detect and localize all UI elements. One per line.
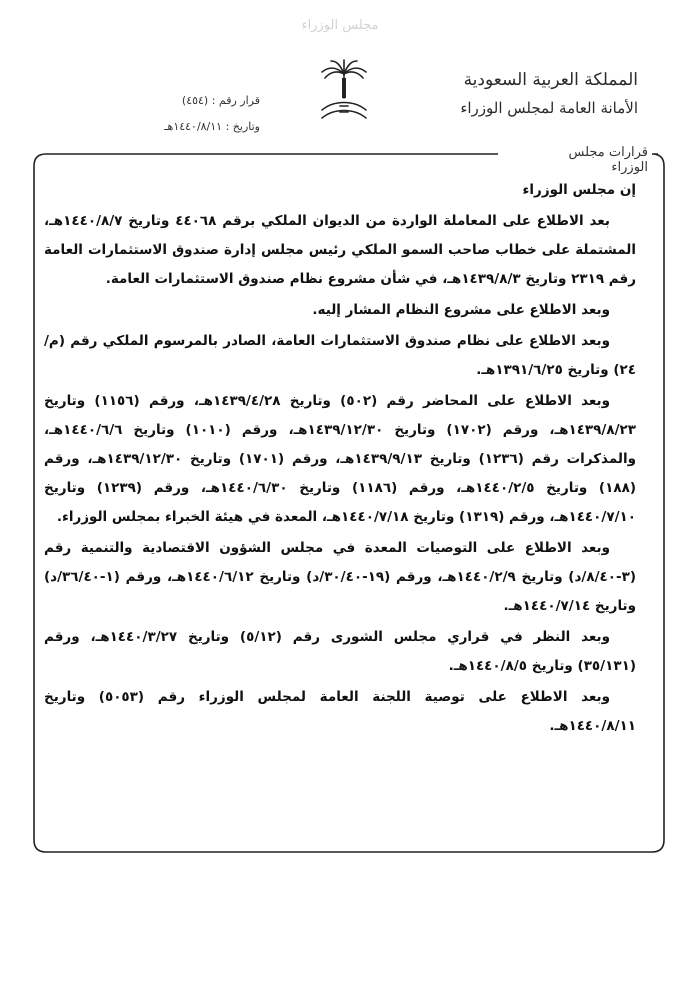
general-secretariat-title: الأمانة العامة لمجلس الوزراء <box>460 99 638 117</box>
decision-number: قرار رقم : (٤٥٤) <box>181 94 260 107</box>
paragraph: وبعد الاطلاع على التوصيات المعدة في مجلس الشؤون الاقتصادية والتنمية رقم (٣-٨/٤٠/د) وتاريخ ١٤٤٠/٢/٩هـ، ورقم (١٩-٣٠/٤٠/د) وتاريخ ١٤٤٠/٦/١٢هـ، ورقم (١-٣٦/٤٠/د) وتاريخ ١٤٤٠/٧/١٤هـ. <box>44 540 637 614</box>
top-watermark: مجلس الوزراء <box>301 18 379 33</box>
paragraph: بعد الاطلاع على المعاملة الواردة من الديوان الملكي برقم ٤٤٠٦٨ وتاريخ ١٤٤٠/٨/٧هـ، المشتملة على خطاب صاحب السمو الملكي رئيس مجلس إدارة صندوق الاستثمارات العامة رقم ٢٣١٩ وتاريخ ١٤٣٩/٨/٣هـ، في شأن مشروع نظام صندوق الاستثمارات العامة. <box>44 213 636 287</box>
paragraph: وبعد الاطلاع على مشروع النظام المشار إليه. <box>312 302 610 318</box>
opening-line: إن مجلس الوزراء <box>522 182 636 198</box>
saudi-emblem-icon <box>316 58 372 124</box>
paragraph: وبعد الاطلاع على توصية اللجنة العامة لمجلس الوزراء رقم (٥٠٥٣) وتاريخ ١٤٤٠/٨/١١هـ. <box>44 689 636 734</box>
paragraph: وبعد الاطلاع على المحاضر رقم (٥٠٢) وتاريخ ١٤٣٩/٤/٢٨هـ، ورقم (١١٥٦) وتاريخ ١٤٣٩/٨/٢٣هـ، ورقم (١٧٠٢) وتاريخ ١٤٣٩/١٢/٣٠هـ، ورقم (١٠١٠) وتاريخ ١٤٤٠/٦/٦هـ، والمذكرات رقم (١٢٣٦) وتاريخ ١٤٣٩/٩/١٣هـ، ورقم (١٧٠١) وتاريخ ١٤٣٩/١٢/٣٠هـ، ورقم (١٨٨) وتاريخ ١٤٤٠/٢/٥هـ، ورقم (١١٨٦) وتاريخ ١٤٤٠/٦/٣٠هـ، ورقم (١٢٣٩) وتاريخ ١٤٤٠/٧/١٠هـ، ورقم (١٣١٩) وتاريخ ١٤٤٠/٧/١٨هـ، المعدة في هيئة الخبراء بمجلس الوزراء. <box>44 393 636 525</box>
decisions-label: قرارات مجلس الوزراء <box>568 145 648 175</box>
paragraph: وبعد النظر في قراري مجلس الشورى رقم (٥/١٢) وتاريخ ١٤٤٠/٣/٢٧هـ، ورقم (٣٥/١٣١) وتاريخ ١٤٤٠/٨/٥هـ. <box>44 629 636 674</box>
paragraph: وبعد الاطلاع على نظام صندوق الاستثمارات العامة، الصادر بالمرسوم الملكي رقم (م/٢٤) وتاريخ ١٣٩١/٦/٢٥هـ. <box>44 333 636 378</box>
decision-body <box>44 176 636 743</box>
kingdom-title: المملكة العربية السعودية <box>463 70 638 90</box>
decision-date: وتاريخ : ١٤٤٠/٨/١١هـ <box>164 120 260 133</box>
